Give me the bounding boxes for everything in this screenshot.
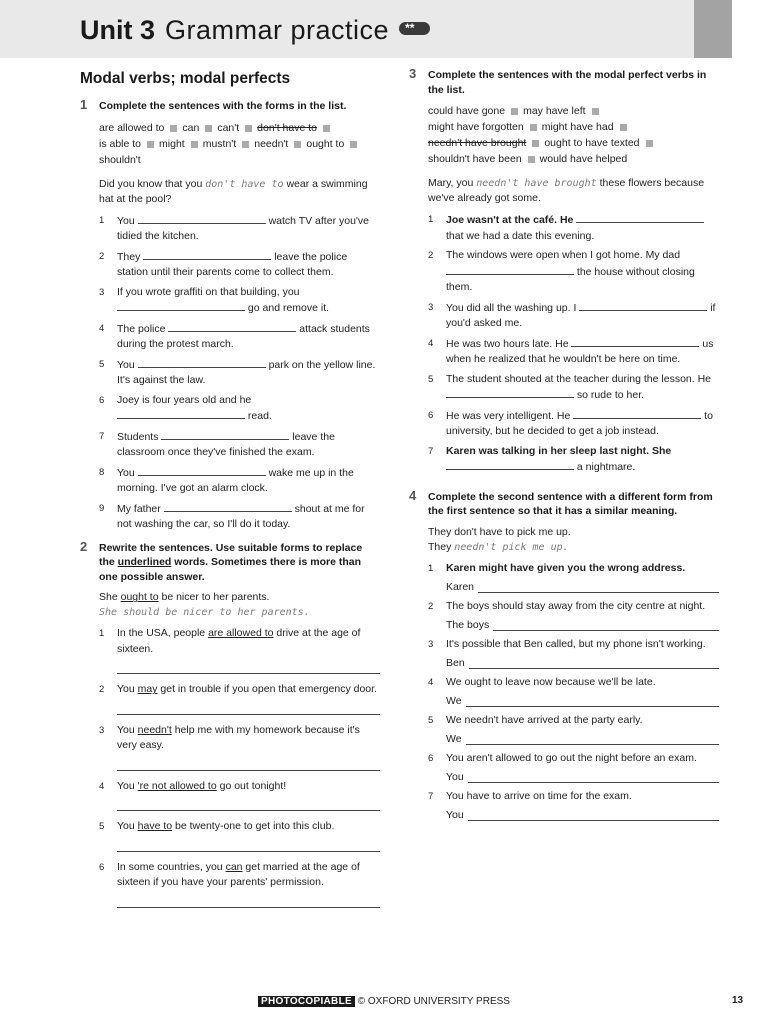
item-number: 1 (428, 214, 434, 225)
title-label: Grammar practice (165, 15, 390, 45)
item-underlined: needn't (137, 723, 172, 736)
exercise-number: 1 (80, 97, 88, 113)
answer-blank[interactable] (117, 408, 245, 419)
item-text: wake me up in the morning. I've got an alarm clock. (117, 466, 354, 495)
item-text: Students (117, 430, 159, 443)
list-item (99, 779, 380, 812)
answer-line[interactable] (117, 673, 380, 674)
list-item (428, 599, 719, 634)
item-text: It's possible that Ben called, but my phone isn't working. (446, 637, 706, 650)
answer-row (446, 808, 719, 824)
example-text: Mary, you (428, 177, 474, 189)
photocopiable-label: PHOTOCOPIABLE (258, 996, 355, 1007)
list-item (428, 248, 719, 296)
section-title: Modal verbs; modal perfects (80, 70, 291, 87)
word-item: would have helped (539, 153, 628, 165)
item-number: 6 (99, 394, 105, 406)
item-number: 4 (99, 322, 105, 334)
item-number: 3 (99, 724, 105, 736)
word-item: might have forgotten (428, 121, 524, 133)
word-item: may have left (523, 105, 586, 117)
example-answer: don't have to (205, 178, 284, 190)
answer-start: You (446, 809, 464, 821)
item-text: In some countries, you (117, 860, 223, 873)
answer-blank[interactable] (478, 582, 719, 593)
item-number: 6 (428, 752, 434, 764)
item-text: The windows were open when I got home. My dad (446, 249, 681, 261)
item-text: The boys should stay away from the city centre at night. (446, 599, 706, 612)
item-text: be twenty-one to get into this club. (175, 820, 335, 833)
list-item (99, 393, 380, 425)
item-number: 7 (428, 445, 434, 457)
instruction-underlined: underlined (117, 556, 172, 569)
answer-start: The boys (446, 619, 490, 631)
list-item (428, 675, 719, 710)
word-list (99, 120, 380, 168)
word-item: shouldn't (99, 153, 141, 166)
item-number: 4 (428, 676, 434, 688)
header-tab (694, 0, 732, 58)
item-text: read. (247, 410, 272, 423)
example-text: Did you know that you (99, 177, 203, 190)
exercise-instruction: Complete the sentences with the forms in the list. (99, 100, 347, 113)
exercise-2-items (99, 626, 380, 908)
answer-blank[interactable] (493, 620, 719, 631)
exercise-1-items (99, 213, 380, 533)
item-number: 6 (428, 409, 434, 421)
separator-square-icon (646, 140, 653, 147)
example-sentence (428, 176, 719, 206)
item-number: 1 (428, 562, 434, 574)
item-number: 3 (428, 301, 434, 313)
item-text: park on the yellow line. It's against the law. (117, 358, 376, 387)
answer-line[interactable] (117, 714, 380, 715)
item-number: 2 (428, 250, 434, 261)
item-number: 3 (99, 286, 105, 298)
word-item: shouldn't have been (428, 153, 522, 165)
exercise-number: 2 (80, 538, 88, 554)
word-item: might have had (541, 121, 614, 133)
item-number: 4 (99, 780, 105, 792)
answer-blank[interactable] (573, 408, 701, 419)
unit-label: Unit 3 (80, 15, 156, 45)
list-item (428, 637, 719, 672)
answer-blank[interactable] (579, 300, 707, 311)
answer-row (446, 770, 719, 786)
example-text: They don't have to pick me up. (428, 525, 571, 538)
item-number: 9 (99, 502, 105, 514)
item-text: You (117, 723, 135, 736)
word-item: mustn't (202, 137, 237, 150)
word-item: could have gone (428, 105, 506, 117)
item-number: 8 (99, 466, 105, 478)
item-underlined: have to (137, 820, 173, 833)
answer-line[interactable] (117, 810, 380, 811)
item-text: leave the police station until their parents come to collect them. (117, 250, 348, 279)
item-text: We needn't have arrived at the party early. (446, 713, 643, 726)
item-number: 5 (99, 358, 105, 370)
list-item (99, 682, 380, 715)
item-text: If you wrote graffiti on that building, you (117, 285, 300, 298)
separator-square-icon (592, 108, 599, 115)
list-item (99, 357, 380, 389)
item-text: get married at the age of sixteen if you have your parents' permission. (117, 860, 360, 889)
exercise-4-items (428, 561, 719, 824)
answer-row (446, 618, 719, 634)
item-number: 5 (428, 714, 434, 726)
list-item (428, 713, 719, 748)
answer-start: We (446, 733, 462, 745)
item-number: 1 (99, 628, 105, 640)
word-item: is able to (99, 137, 142, 150)
answer-line[interactable] (117, 907, 380, 908)
item-text: go out tonight! (219, 779, 287, 792)
separator-square-icon (350, 141, 357, 148)
answer-blank[interactable] (138, 213, 266, 224)
right-column (409, 68, 719, 827)
item-text: leave the classroom once they've finished the exam. (117, 430, 335, 459)
list-item (428, 300, 719, 332)
item-text: if you'd asked me. (446, 301, 716, 329)
answer-blank[interactable] (138, 357, 266, 368)
page-title (80, 12, 430, 48)
word-item: are allowed to (99, 121, 165, 134)
answer-line[interactable] (117, 770, 380, 771)
item-number: 7 (428, 790, 434, 802)
item-text: Karen was talking in her sleep last night. She (446, 444, 672, 457)
example-sentence (99, 177, 380, 207)
difficulty-stars-badge: ** (399, 22, 430, 35)
item-underlined: are allowed to (208, 627, 274, 640)
list-item (428, 372, 719, 404)
list-item (428, 751, 719, 786)
item-text: In the USA, people (117, 627, 206, 640)
item-text: We ought to leave now because we'll be late. (446, 675, 656, 688)
answer-blank[interactable] (466, 696, 719, 707)
separator-square-icon (242, 141, 249, 148)
page-number: 13 (732, 995, 744, 1006)
item-text: Joey is four years old and he (117, 393, 252, 406)
answer-row (446, 580, 719, 596)
list-item (428, 444, 719, 476)
answer-blank[interactable] (117, 300, 245, 311)
word-item-crossed: don't have to (257, 121, 317, 134)
answer-blank[interactable] (469, 658, 719, 669)
word-item: might (159, 137, 185, 150)
exercise-instruction (99, 541, 380, 585)
word-item: ought to have texted (544, 137, 640, 149)
item-number: 7 (99, 430, 105, 442)
item-text: My father (117, 502, 161, 515)
item-text: He was two hours late. He (446, 337, 569, 350)
item-text: get in trouble if you open that emergency door. (160, 683, 377, 696)
exercise-3 (409, 68, 719, 476)
item-text: You (117, 466, 135, 479)
item-text: go and remove it. (247, 302, 330, 315)
instruction-text: Rewrite the sentences. Use suitable forms to replace the (99, 541, 363, 569)
word-item: ought to (306, 137, 345, 150)
answer-blank[interactable] (164, 501, 292, 512)
item-text: help me with my homework because it's very easy. (117, 723, 360, 752)
item-number: 2 (428, 600, 434, 612)
item-text: You (117, 820, 135, 833)
example-answer: She should be nicer to her parents. (99, 607, 310, 619)
answer-row (446, 732, 719, 748)
item-text: The student shouted at the teacher during the lesson. He (446, 372, 712, 385)
item-text: attack students during the protest march. (117, 322, 370, 351)
item-text: us when he realized that he wouldn't be here on time. (446, 337, 714, 365)
item-number: 4 (428, 337, 434, 349)
separator-square-icon (528, 156, 535, 163)
item-number: 5 (99, 821, 105, 833)
word-item: can (182, 121, 200, 134)
answer-line[interactable] (117, 851, 380, 852)
answer-blank[interactable] (446, 459, 574, 470)
list-item (99, 626, 380, 674)
answer-blank[interactable] (138, 465, 266, 476)
word-item: can't (217, 121, 240, 134)
separator-square-icon (205, 125, 212, 132)
answer-blank[interactable] (576, 212, 704, 223)
exercise-number: 3 (409, 66, 417, 81)
answer-start: Karen (446, 581, 475, 593)
item-text: that we had a date this evening. (446, 229, 595, 242)
page-footer (0, 995, 768, 1010)
item-text: You (117, 214, 135, 227)
example-text: wear a swimming hat at the pool? (99, 177, 368, 205)
item-number: 3 (428, 638, 434, 650)
list-item (99, 501, 380, 533)
answer-start: We (446, 695, 462, 707)
answer-start: You (446, 771, 464, 783)
exercise-2 (80, 538, 380, 908)
left-column (80, 68, 380, 916)
item-text: You aren't allowed to go out the night before an exam. (446, 751, 697, 764)
item-text: to university, but he decided to get a job instead. (446, 409, 713, 437)
answer-row (446, 656, 719, 672)
item-text: He was very intelligent. He (446, 409, 571, 422)
word-list (428, 103, 719, 167)
item-underlined: can (225, 860, 243, 873)
separator-square-icon (294, 141, 301, 148)
example-underlined: ought to (120, 591, 159, 604)
separator-square-icon (170, 125, 177, 132)
item-text: a nightmare. (576, 461, 636, 473)
answer-blank[interactable] (143, 249, 271, 260)
item-text: The police (117, 322, 166, 335)
item-text: You did all the washing up. I (446, 301, 577, 314)
item-number: 2 (99, 250, 105, 262)
item-text: You (117, 358, 135, 371)
answer-blank[interactable] (446, 264, 574, 275)
example-text: They (428, 540, 452, 553)
item-number: 5 (428, 373, 434, 385)
item-number: 2 (99, 684, 105, 696)
list-item (99, 819, 380, 852)
list-item (99, 285, 380, 317)
list-item (99, 723, 380, 771)
separator-square-icon (511, 108, 518, 115)
item-number: 1 (99, 214, 105, 226)
answer-blank[interactable] (468, 810, 719, 821)
item-text: drive at the age of sixteen. (117, 627, 361, 655)
exercise-instruction: Complete the second sentence with a different form from the first sentence so that it has a similar meaning. (428, 490, 713, 517)
item-text: the house without closing them. (446, 265, 695, 293)
list-item (99, 429, 380, 461)
list-item (428, 336, 719, 368)
example-answer: needn't pick me up. (454, 541, 569, 553)
example-answer: needn't have brought (476, 178, 597, 189)
separator-square-icon (620, 124, 627, 131)
example-text: She (99, 591, 118, 604)
item-text: They (117, 250, 141, 263)
answer-row (446, 694, 719, 710)
list-item (99, 213, 380, 245)
example-text: these flowers because we've already got some. (428, 177, 705, 204)
word-item-crossed: needn't have brought (428, 137, 527, 149)
separator-square-icon (532, 140, 539, 147)
answer-blank[interactable] (446, 387, 574, 398)
answer-blank[interactable] (161, 429, 289, 440)
item-underlined: 're not allowed to (137, 779, 217, 792)
answer-blank[interactable] (468, 772, 719, 783)
answer-start: Ben (446, 657, 465, 669)
instruction-text: words. Sometimes there is more than one possible answer. (99, 556, 361, 583)
list-item (428, 561, 719, 596)
item-text: shout at me for not washing the car, so I'll do it today. (117, 502, 365, 531)
example-sentence (428, 525, 719, 555)
exercise-instruction: Complete the sentences with the modal perfect verbs in the list. (428, 69, 707, 96)
list-item (99, 860, 380, 908)
item-text: You (117, 779, 135, 792)
separator-square-icon (245, 125, 252, 132)
exercise-number: 4 (409, 487, 417, 503)
list-item (99, 249, 380, 281)
word-item: needn't (254, 137, 289, 150)
item-text: Karen might have given you the wrong address. (446, 561, 686, 574)
item-text: You (117, 683, 135, 696)
example-text: be nicer to her parents. (161, 591, 270, 604)
item-text: You have to arrive on time for the exam. (446, 789, 632, 802)
list-item (99, 465, 380, 497)
list-item (428, 408, 719, 440)
item-number: 6 (99, 861, 105, 873)
answer-blank[interactable] (466, 734, 719, 745)
item-text: so rude to her. (576, 389, 645, 401)
list-item (99, 321, 380, 353)
exercise-1 (80, 99, 380, 533)
list-item (428, 212, 719, 244)
exercise-3-items (428, 212, 719, 476)
list-item (428, 789, 719, 824)
answer-blank[interactable] (168, 321, 296, 332)
separator-square-icon (191, 141, 198, 148)
separator-square-icon (147, 141, 154, 148)
separator-square-icon (323, 125, 330, 132)
separator-square-icon (530, 124, 537, 131)
answer-blank[interactable] (571, 336, 699, 347)
example-sentence (99, 590, 380, 620)
item-text: watch TV after you've tidied the kitchen. (117, 214, 370, 243)
item-underlined: may (137, 683, 158, 696)
item-text: Joe wasn't at the café. He (446, 214, 574, 226)
publisher-label: © OXFORD UNIVERSITY PRESS (357, 996, 510, 1007)
exercise-4 (409, 487, 719, 824)
